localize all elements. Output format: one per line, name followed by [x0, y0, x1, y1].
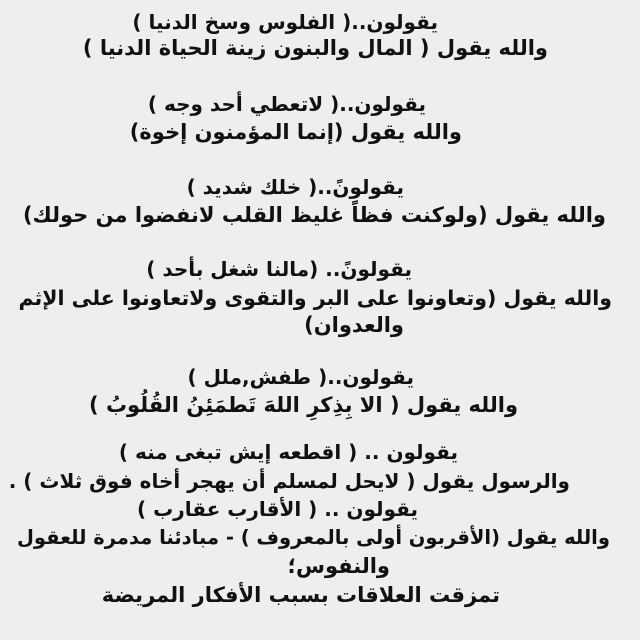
saying-line: يقولون .. ( الأقارب عقارب ): [137, 497, 418, 521]
quran-line: والله يقول ( الا بِذِكرِ اللهَ تَطمَئِنُ القُلُوبُ ): [89, 393, 518, 417]
quran-line-continued: والعدوان): [304, 313, 404, 337]
saying-line: يقولونً.. (مالنا شغل بأحد ): [146, 257, 412, 281]
quran-line: والله يقول ( المال والبنون زينة الحياة الدنيا ): [82, 36, 548, 60]
quran-line: والله يقول (الأقربون أولى بالمعروف ) - مبادئنا مدمرة للعقول: [16, 526, 610, 549]
quran-line: والله يقول (ولوكنت فظاً غليظ القلب لانفضوا من حولك): [22, 203, 606, 227]
conclusion-line: تمزقت العلاقات بسبب الأفكار المريضة: [101, 583, 500, 607]
saying-line: يقولون..( الفلوس وسخ الدنيا ): [132, 10, 438, 34]
saying-line: يقولون..( طفش,ملل ): [187, 365, 414, 389]
hadith-line: والرسول يقول ( لايحل لمسلم أن يهجر أخاه فوق ثلاث ) .: [8, 469, 570, 493]
quran-line-continued: والنفوس؛: [287, 554, 390, 578]
quran-line: والله يقول (وتعاونوا على البر والتقوى ولاتعاونوا على الإثم: [18, 286, 612, 310]
saying-line: يقولون..( لاتعطي أحد وجه ): [147, 92, 426, 116]
saying-line: يقولونً..( خلك شديد ): [186, 175, 404, 199]
saying-line: يقولون .. ( اقطعه إيش تبغى منه ): [118, 440, 458, 464]
quran-line: والله يقول (إنما المؤمنون إخوة): [129, 120, 462, 144]
